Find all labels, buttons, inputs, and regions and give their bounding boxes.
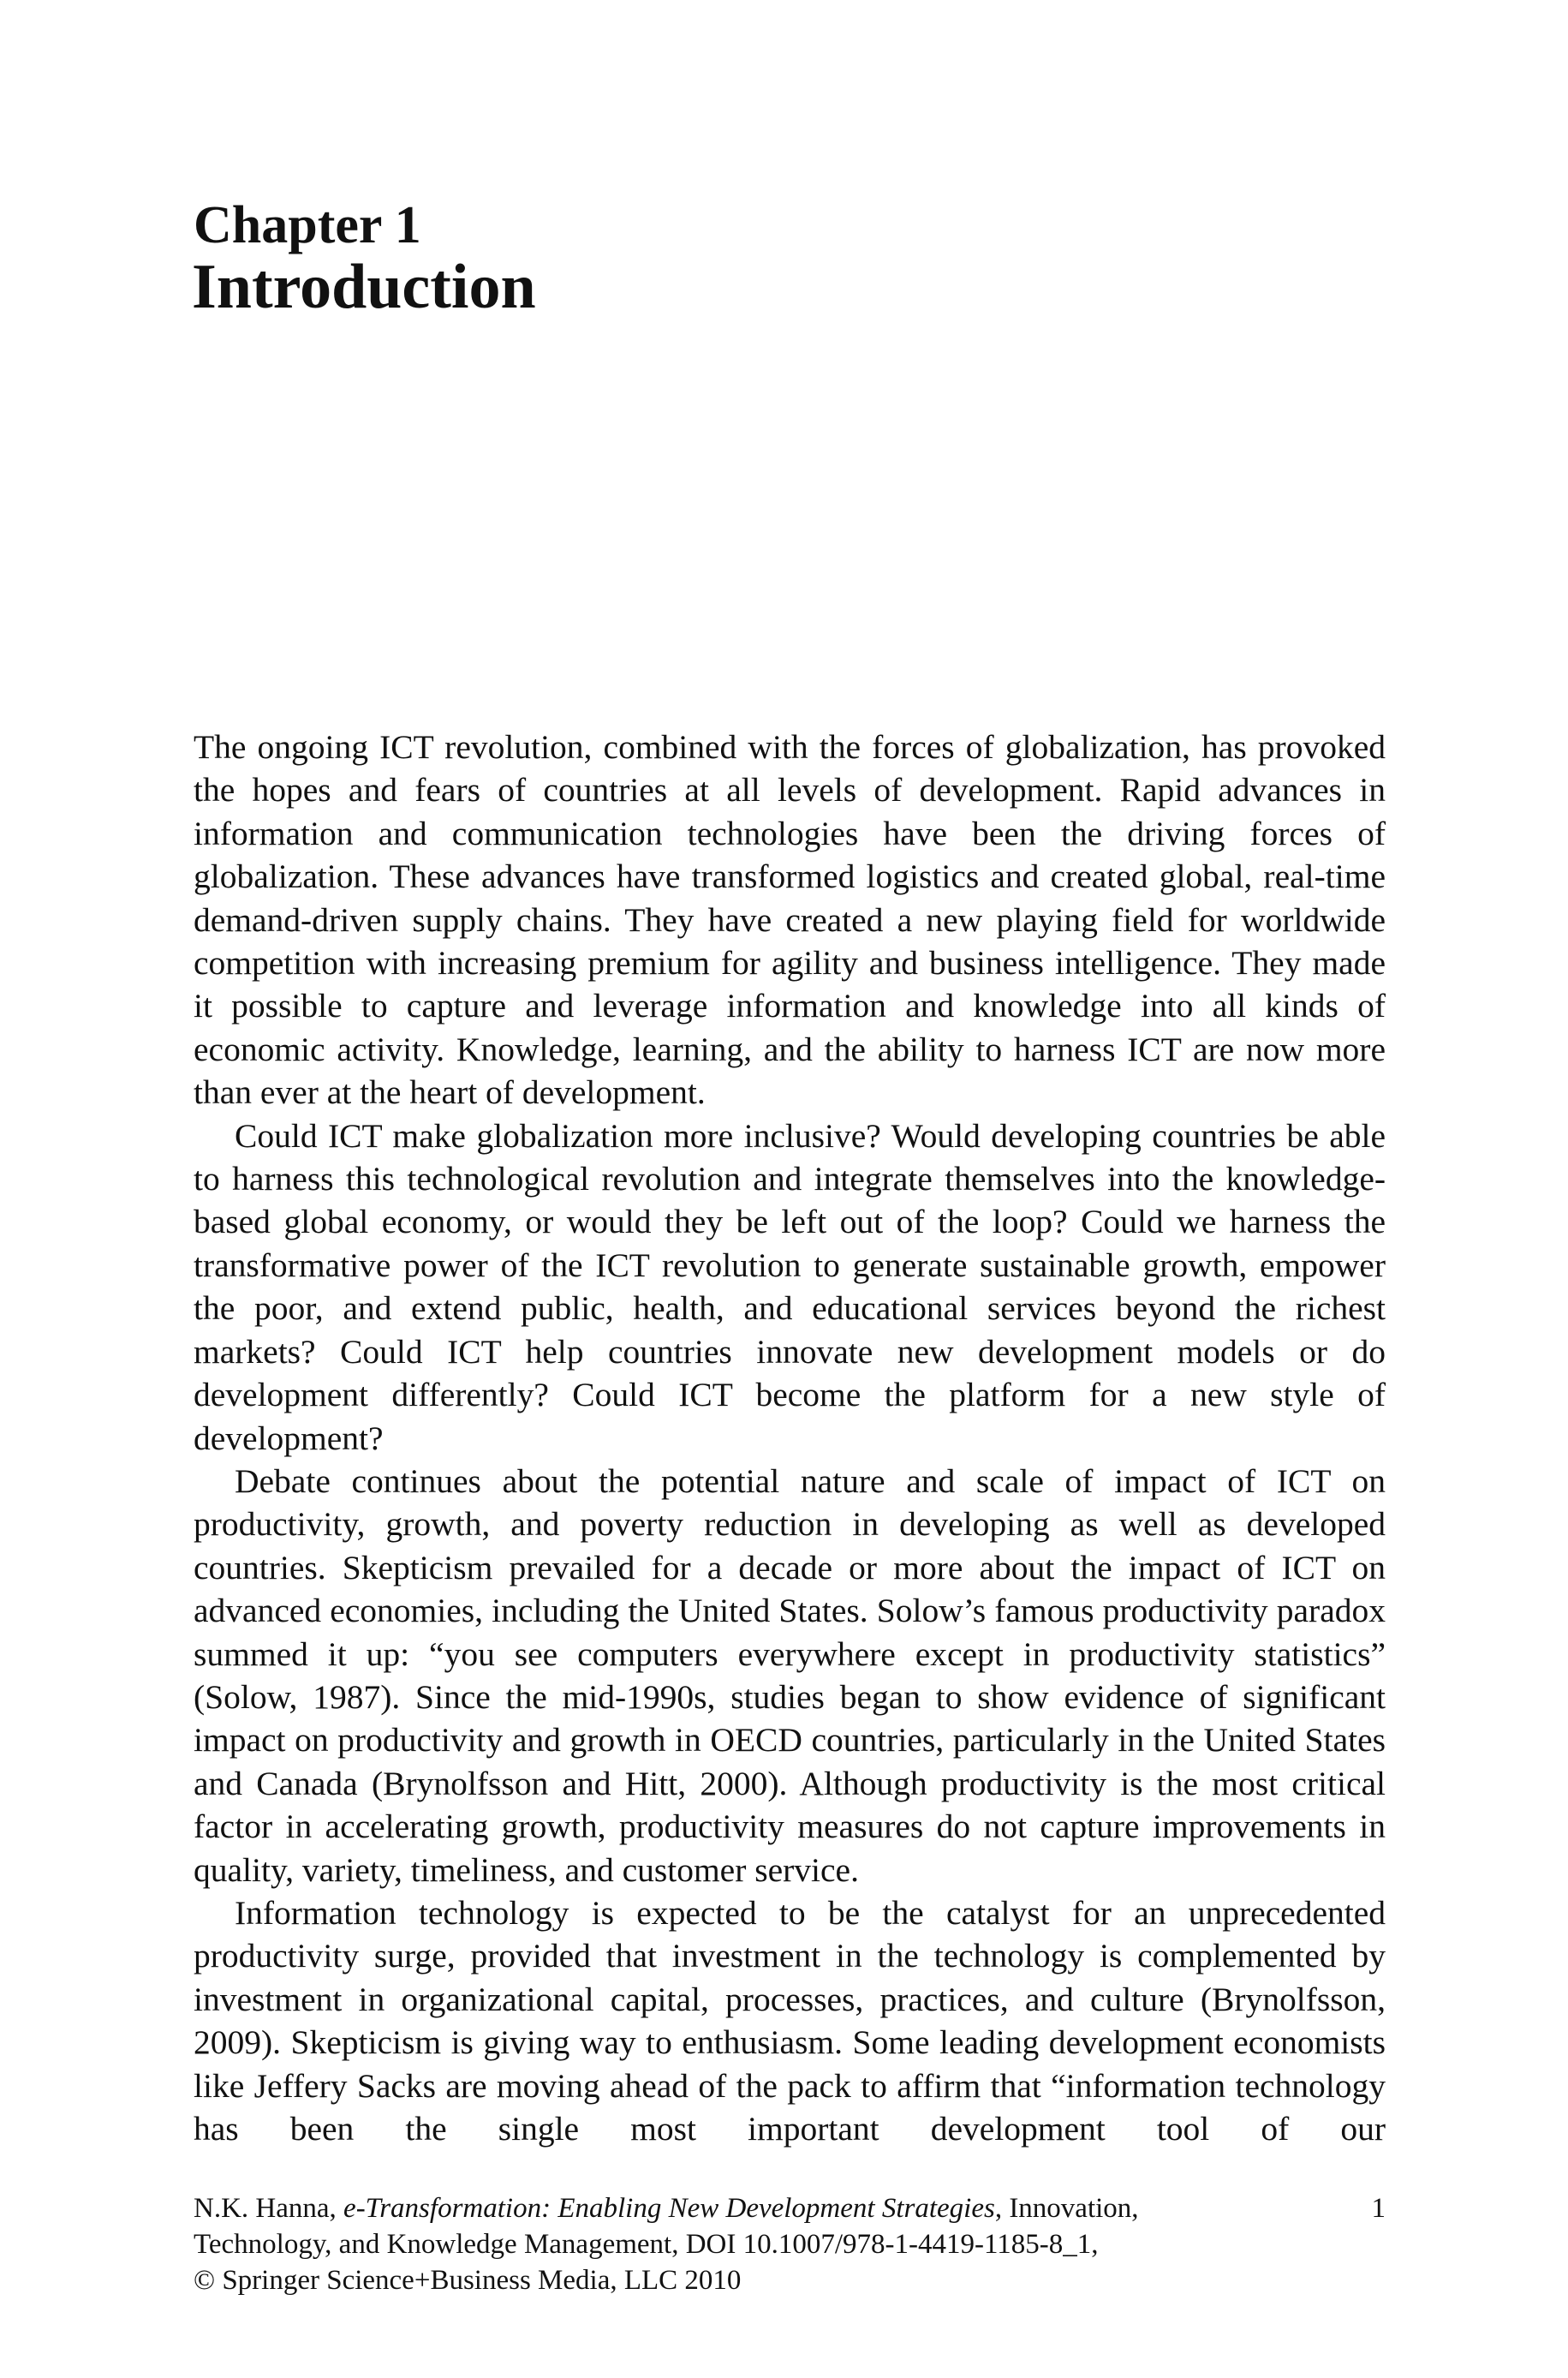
citation-line-2: Technology, and Knowledge Management, DOI 10.1007/978-1-4419-1185-8_1, (194, 2229, 1099, 2260)
citation-author: N.K. Hanna, (194, 2193, 344, 2224)
citation-copyright: © Springer Science+Business Media, LLC 2010 (194, 2265, 742, 2296)
citation-book-title: e-Transformation: Enabling New Development Strategies (343, 2193, 995, 2224)
chapter-label: Chapter 1 (194, 196, 421, 254)
footnote-citation (194, 2190, 1386, 2298)
page-number: 1 (1371, 2193, 1386, 2224)
paragraph-3: Debate continues about the potential nature and scale of impact of ICT on productivity, growth, and poverty reduction in developing as well as developed countries. Skepticism prevailed for a decade or more about the impact of ICT on advanced economies, including the United States. Solow’s famous productivity paradox summed it up: “you see computers everywhere except in productivity statistics” (Solow, 1987). Since the mid-1990s, studies began to show evidence of significant impact on productivity and growth in OECD countries, particularly in the United States and Canada (Brynolfsson and Hitt, 2000). Although productivity is the most critical factor in accelerating growth, productivity measures do not capture improvements in quality, variety, timeliness, and customer service. (194, 1461, 1386, 1889)
chapter-title: Introduction (192, 252, 536, 322)
paragraph-2: Could ICT make globalization more inclusive? Would developing countries be able to harness this technological revolution and integrate themselves into the knowledge-based global economy, or would they be left out of the loop? Could we harness the transformative power of the ICT revolution to generate sustainable growth, empower the poor, and extend public, health, and educational services beyond the richest markets? Could ICT help countries innovate new development models or do development differently? Could ICT become the platform for a new style of development? (194, 1116, 1386, 1457)
paragraph-1: The ongoing ICT revolution, combined with the forces of globalization, has provoked the hopes and fears of countries at all levels of development. Rapid advances in information and communication technologies have been the driving forces of globalization. These advances have transformed logistics and created global, real-time demand-driven supply chains. They have created a new playing field for worldwide competition with increasing premium for agility and business intelligence. They made it possible to capture and leverage information and knowledge into all kinds of economic activity. Knowledge, learning, and the ability to harness ICT are now more than ever at the heart of development. (194, 728, 1386, 1112)
chapter-body (194, 726, 1386, 2150)
citation-line-1 (194, 2190, 1386, 2226)
paragraph-4: Information technology is expected to be the catalyst for an unprecedented productivity surge, provided that investment in the technology is complemented by investment in organizational capital, processes, practices, and culture (Brynolfsson, 2009). Skepticism is giving way to enthusiasm. Some leading development economists like Jeffery Sacks are moving ahead of the pack to affirm that “information technology has been the single most important development tool of our (194, 1893, 1386, 2148)
citation-series-part1: , Innovation, (994, 2193, 1139, 2224)
